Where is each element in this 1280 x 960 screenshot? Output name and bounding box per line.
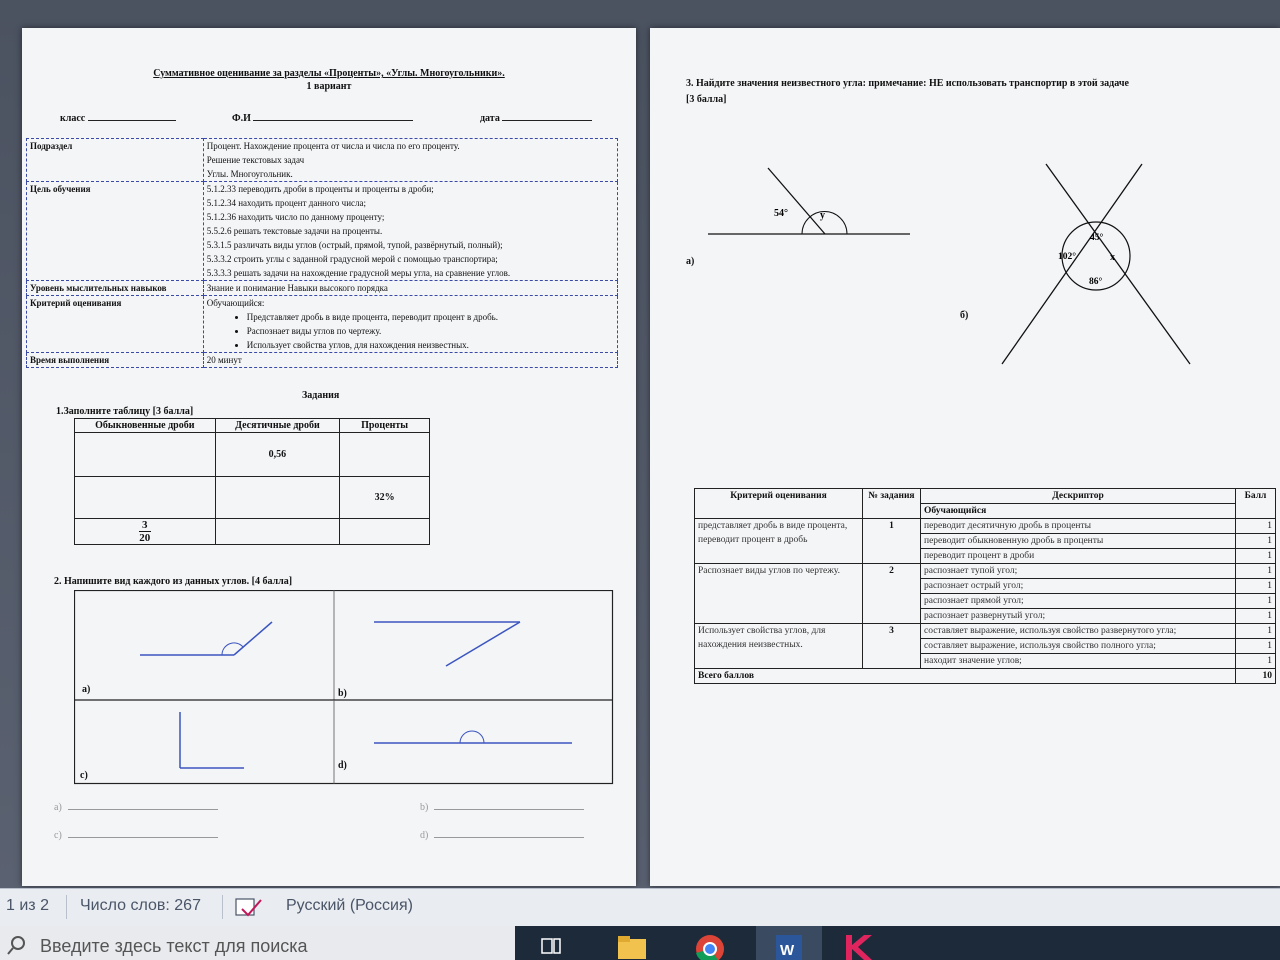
crit-descriptor: распознает развернутый угол; <box>921 609 1236 624</box>
crit-row-3-criterion: Использует свойства углов, для нахождения неизвестных. <box>695 624 863 669</box>
doc-variant: 1 вариант <box>306 81 352 92</box>
crit-descriptor: переводит обыкновенную дробь в проценты <box>921 534 1236 549</box>
crit-header-descriptor: Дескриптор <box>921 489 1236 504</box>
col-header-decimal: Десятичные дроби <box>215 419 340 433</box>
section-value: Процент. Нахождение процента от числа и числа по его проценту. Решение текстовых задач Углы. Многоугольник. <box>203 139 617 182</box>
crit-header-num: № задания <box>863 489 921 519</box>
cell-percent: 32% <box>340 477 430 519</box>
crit-header-points: Балл <box>1236 489 1276 519</box>
cell-r3-c3[interactable] <box>340 519 430 545</box>
document-page-2[interactable] <box>650 28 1280 886</box>
crit-row-2-criterion: Распознает виды углов по чертежу. <box>695 564 863 624</box>
cell-r2-c2[interactable] <box>215 477 340 519</box>
crit-points: 1 <box>1236 579 1276 594</box>
total-label: Всего баллов <box>695 669 1236 684</box>
crit-points: 1 <box>1236 594 1276 609</box>
fig-b-unknown: x <box>1110 252 1115 263</box>
col-header-percent: Проценты <box>340 419 430 433</box>
proofing-icon[interactable] <box>234 897 264 919</box>
language-indicator[interactable]: Русский (Россия) <box>286 897 413 914</box>
total-value: 10 <box>1236 669 1276 684</box>
fig-b-angle-45: 45° <box>1090 233 1104 243</box>
crit-points: 1 <box>1236 609 1276 624</box>
fraction-numerator: 3 <box>139 519 151 532</box>
fio-label: Ф.И <box>232 113 251 124</box>
task1-title: 1.Заполните таблицу [3 балла] <box>56 406 194 417</box>
fraction-denominator: 20 <box>139 532 151 544</box>
fig-a-label: а) <box>686 256 695 267</box>
col-header-ordinary: Обыкновенные дроби <box>75 419 216 433</box>
taskbar-search-box[interactable] <box>0 926 515 960</box>
cell-r1-c3[interactable] <box>340 433 430 477</box>
fig-b-angle-86: 86° <box>1089 277 1103 287</box>
criteria-label: Критерий оценивания <box>27 296 204 353</box>
info-table <box>26 138 618 368</box>
date-label: дата <box>480 113 500 124</box>
time-label: Время выполнения <box>27 353 204 368</box>
label-c: c) <box>80 770 88 781</box>
crit-descriptor: распознает тупой угол; <box>921 564 1236 579</box>
page-indicator[interactable]: 1 из 2 <box>6 897 49 914</box>
answer-c[interactable]: c) <box>54 830 218 841</box>
task-view-icon[interactable] <box>530 929 574 960</box>
fig-b-label: б) <box>960 310 969 321</box>
file-explorer-icon[interactable] <box>610 929 654 960</box>
section-label: Подраздел <box>27 139 204 182</box>
crit-points: 1 <box>1236 654 1276 669</box>
angle-c-figure <box>180 712 244 768</box>
criteria-table <box>694 488 1276 684</box>
class-label: класс <box>60 113 86 124</box>
goals-label: Цель обучения <box>27 182 204 281</box>
search-placeholder: Введите здесь текст для поиска <box>40 936 308 956</box>
word-icon[interactable] <box>766 929 810 960</box>
fig-a-angle: 54° <box>774 208 788 219</box>
crit-row-2-num: 2 <box>863 564 921 624</box>
tasks-heading: Задания <box>302 390 340 401</box>
answer-b[interactable]: b) <box>420 802 584 813</box>
fig-b-angle-102: 102° <box>1058 252 1077 262</box>
cell-decimal: 0,56 <box>215 433 340 477</box>
level-value: Знание и понимание Навыки высокого порядка <box>203 281 617 296</box>
crit-descriptor: распознает острый угол; <box>921 579 1236 594</box>
answer-a[interactable]: а) <box>54 802 218 813</box>
crit-points: 1 <box>1236 624 1276 639</box>
doc-title: Суммативное оценивание за разделы «Проценты», «Углы. Многоугольники». <box>153 68 505 79</box>
crit-header-criterion: Критерий оценивания <box>695 489 863 519</box>
crit-row-1-num: 1 <box>863 519 921 564</box>
crit-descriptor: переводит процент в дроби <box>921 549 1236 564</box>
criteria-value: Обучающийся: • Представляет дробь в виде процента, переводит процент в дробь. • Распознает виды углов по чертежу. • Использует свойства углов, для нахождения неизвестных. <box>203 296 617 353</box>
time-value: 20 минут <box>203 353 617 368</box>
label-b: b) <box>338 688 347 699</box>
search-icon <box>6 934 28 956</box>
crit-subheader: Обучающийся <box>921 504 1236 519</box>
task2-title: 2. Напишите вид каждого из данных углов. [4 балла] <box>54 576 293 587</box>
angle-a-figure <box>140 622 272 655</box>
word-count[interactable]: Число слов: 267 <box>80 897 201 914</box>
task3-points: [3 балла] <box>686 94 727 105</box>
crit-points: 1 <box>1236 639 1276 654</box>
kaspersky-icon[interactable] <box>838 929 882 960</box>
level-label: Уровень мыслительных навыков <box>27 281 204 296</box>
label-d: d) <box>338 760 347 771</box>
figure-a <box>700 156 920 246</box>
word-status-bar <box>0 888 1280 926</box>
fig-a-unknown: y <box>820 210 825 221</box>
task3-title: 3. Найдите значения неизвестного угла: примечание: НЕ использовать транспортир в этой задаче <box>686 78 1129 89</box>
figure-b <box>1000 158 1200 368</box>
crit-points: 1 <box>1236 519 1276 534</box>
crit-descriptor: составляет выражение, используя свойство развернутого угла; <box>921 624 1236 639</box>
crit-descriptor: переводит десятичную дробь в проценты <box>921 519 1236 534</box>
crit-row-1-criterion: представляет дробь в виде процента, переводит процент в дробь <box>695 519 863 564</box>
svg-text:W: W <box>780 942 795 959</box>
windows-taskbar <box>0 926 1280 960</box>
crit-descriptor: составляет выражение, используя свойство полного угла; <box>921 639 1236 654</box>
cell-r1-c1[interactable] <box>75 433 216 477</box>
crit-points: 1 <box>1236 549 1276 564</box>
document-page-1[interactable] <box>22 28 636 886</box>
cell-fraction <box>75 519 216 545</box>
crit-points: 1 <box>1236 534 1276 549</box>
cell-r2-c1[interactable] <box>75 477 216 519</box>
crit-descriptor: распознает прямой угол; <box>921 594 1236 609</box>
angle-b-figure <box>374 622 520 666</box>
answer-d[interactable]: d) <box>420 830 584 841</box>
angle-d-figure <box>374 731 572 743</box>
crit-row-3-num: 3 <box>863 624 921 669</box>
chrome-icon[interactable] <box>688 929 732 960</box>
cell-r3-c2[interactable] <box>215 519 340 545</box>
label-a: а) <box>82 684 91 695</box>
goals-value: 5.1.2.33 переводить дроби в проценты и проценты в дроби; 5.1.2.34 находить процент данного числа; 5.1.2.36 находить число по данному проценту; 5.5.2.6 решать текстовые задачи на проценты. 5.3.1.5 различать виды углов (острый, прямой, тупой, развёрнутый, полный); 5.3.3.2 строить углы с заданной градусной мерой с помощью транспортира; 5.3.3.3 решать задачи на нахождение градусной меры угла, на сравнение углов. <box>203 182 617 281</box>
crit-points: 1 <box>1236 564 1276 579</box>
task1-table <box>74 418 430 545</box>
crit-descriptor: находит значение углов; <box>921 654 1236 669</box>
